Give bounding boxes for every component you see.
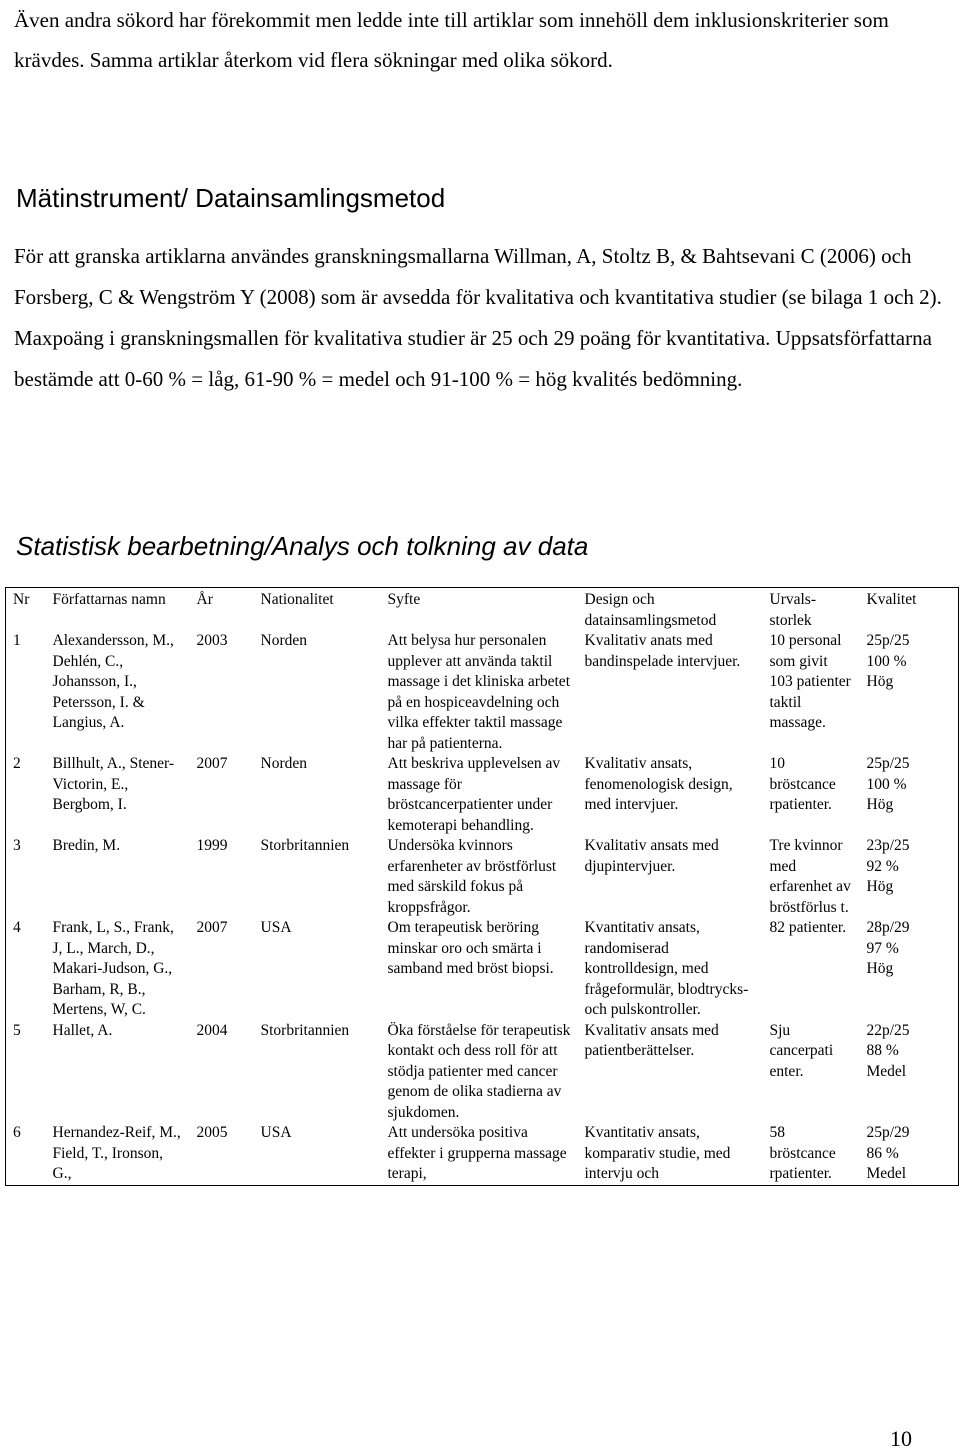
cell-design: Kvantitativ ansats, randomiserad kontrolldesign, med frågeformulär, blodtrycks- och pulskontroller. — [584, 919, 749, 1018]
quality-score: 23p/25 — [866, 837, 910, 854]
cell-authors: Billhult, A., Stener-Victorin, E., Bergbom, I. — [52, 755, 175, 813]
cell-quality — [860, 1021, 959, 1124]
quality-level: Medel — [866, 1062, 907, 1080]
cell-aim: Öka förståelse för terapeutisk kontakt och dess roll för att stödja patienter med cancer genom de olika stadierna av sjukdomen. — [387, 1021, 571, 1121]
cell-nationality: Storbritannien — [260, 837, 350, 854]
cell-design: Kvalitativ ansats, fenomenologisk design, med intervjuer. — [584, 755, 733, 813]
cell-sample: 82 patienter. — [769, 919, 847, 936]
header-aim: Syfte — [387, 591, 421, 608]
cell-sample: 58 bröstcance rpatienter. — [769, 1124, 836, 1182]
cell-authors: Bredin, M. — [52, 837, 121, 854]
cell-quality — [860, 836, 959, 918]
quality-level: Hög — [866, 796, 894, 813]
cell-quality — [860, 918, 959, 1021]
cell-sample: 10 bröstcance rpatienter. — [769, 755, 836, 813]
cell-aim: Om terapeutisk beröring minskar oro och smärta i samband med bröst biopsi. — [387, 919, 554, 977]
quality-percent: 86 % — [866, 1144, 899, 1162]
cell-nr: 6 — [13, 1124, 21, 1141]
quality-level: Hög — [866, 960, 894, 977]
table-row — [6, 1021, 959, 1124]
quality-level: Hög — [866, 673, 894, 690]
page-number: 10 — [890, 1426, 912, 1451]
quality-level: Medel — [866, 1165, 907, 1182]
cell-year: 2007 — [196, 755, 228, 772]
quality-level: Hög — [866, 878, 894, 895]
quality-percent: 100 % — [866, 775, 907, 793]
section-heading-measurement: Mätinstrument/ Datainsamlingsmetod — [16, 183, 446, 213]
quality-score: 22p/25 — [866, 1021, 910, 1039]
cell-year: 2004 — [196, 1021, 228, 1039]
cell-sample: Sju cancerpati enter. — [769, 1021, 834, 1080]
quality-percent: 88 % — [866, 1042, 899, 1059]
table-header-row — [6, 588, 959, 632]
quality-score: 25p/25 — [866, 632, 910, 649]
cell-authors: Hallet, A. — [52, 1021, 113, 1039]
cell-aim: Undersöka kvinnors erfarenheter av bröstförlust med särskild fokus på kroppsfrågor. — [387, 837, 557, 916]
cell-quality — [860, 754, 959, 836]
quality-score: 25p/25 — [866, 755, 910, 772]
cell-quality — [860, 1123, 959, 1185]
cell-nationality: Storbritannien — [260, 1021, 350, 1039]
quality-percent: 97 % — [866, 939, 899, 957]
cell-design: Kvalitativ ansats med djupintervjuer. — [584, 837, 719, 875]
table-row — [6, 631, 959, 754]
cell-sample: 10 personal som givit 103 patienter taktil massage. — [769, 632, 851, 731]
article-table — [5, 587, 959, 1186]
cell-quality — [860, 631, 959, 754]
table-row — [6, 754, 959, 836]
cell-aim: Att beskriva upplevelsen av massage för bröstcancerpatienter under kemoterapi behandling. — [387, 755, 561, 834]
cell-sample: Tre kvinnor med erfarenhet av bröstförlus t. — [769, 837, 851, 916]
header-design: Design och datainsamlingsmetod — [584, 591, 717, 629]
header-nr: Nr — [13, 591, 30, 608]
cell-year: 2007 — [196, 919, 228, 936]
cell-year: 2003 — [196, 632, 228, 649]
header-sample: Urvals-storlek — [769, 591, 816, 629]
table-row — [6, 918, 959, 1021]
quality-score: 28p/29 — [866, 919, 910, 936]
measurement-text: För att granska artiklarna användes granskningsmallarna Willman, A, Stoltz B, & Bahtsevani C (2006) och Forsberg, C & Wengström Y (2008) som är avsedda för kvalitativa och kvantitativa studier (se bilaga 1 och 2). Maxpoäng i granskningsmallen för kvalitativa studier är 25 och 29 poäng för kvantitativa. Uppsatsförfattarna bestämde att 0-60 % = låg, 61-90 % = medel och 91-100 % = hög kvalités bedömning. — [14, 244, 942, 391]
cell-nr: 3 — [13, 837, 21, 854]
quality-percent: 100 % — [866, 652, 907, 670]
measurement-paragraph — [14, 236, 944, 400]
cell-nr: 5 — [13, 1021, 21, 1039]
cell-authors: Frank, L, S., Frank, J, L., March, D., Makari-Judson, G., Barham, R, B., Mertens, W, C. — [52, 919, 174, 1018]
cell-nr: 4 — [13, 919, 21, 936]
cell-nationality: Norden — [260, 755, 307, 772]
table-row — [6, 836, 959, 918]
cell-year: 2005 — [196, 1124, 228, 1141]
cell-design: Kvalitativ ansats med patientberättelser. — [584, 1021, 719, 1059]
header-quality: Kvalitet — [866, 591, 917, 608]
cell-authors: Alexandersson, M., Dehlén, C., Johansson, I., Petersson, I. & Langius, A. — [52, 632, 174, 731]
cell-design: Kvantitativ ansats, komparativ studie, med intervju och — [584, 1124, 731, 1182]
cell-nationality: USA — [260, 919, 292, 936]
cell-authors: Hernandez-Reif, M., Field, T., Ironson, G., — [52, 1124, 181, 1182]
cell-nr: 2 — [13, 755, 21, 772]
cell-nationality: USA — [260, 1124, 292, 1141]
intro-paragraph: Även andra sökord har förekommit men ledde inte till artiklar som innehöll dem inklusionskriterier som krävdes. Samma artiklar återkom vid flera sökningar med olika sökord. — [14, 8, 889, 72]
cell-design: Kvalitativ anats med bandinspelade intervjuer. — [584, 632, 741, 670]
cell-aim: Att undersöka positiva effekter i grupperna massage terapi, — [387, 1124, 567, 1182]
quality-percent: 92 % — [866, 857, 899, 875]
table-row — [6, 1123, 959, 1185]
header-year: År — [196, 591, 213, 608]
header-authors: Författarnas namn — [52, 591, 166, 608]
cell-nationality: Norden — [260, 632, 307, 649]
cell-year: 1999 — [196, 837, 228, 854]
cell-nr: 1 — [13, 632, 21, 649]
header-nationality: Nationalitet — [260, 591, 334, 608]
quality-score: 25p/29 — [866, 1124, 910, 1141]
cell-aim: Att belysa hur personalen upplever att använda taktil massage i det kliniska arbetet på en hospiceavdelning och vilka effekter taktil massage har på patienterna. — [387, 632, 570, 752]
section-heading-statistics: Statistisk bearbetning/Analys och tolkning av data — [16, 531, 589, 561]
